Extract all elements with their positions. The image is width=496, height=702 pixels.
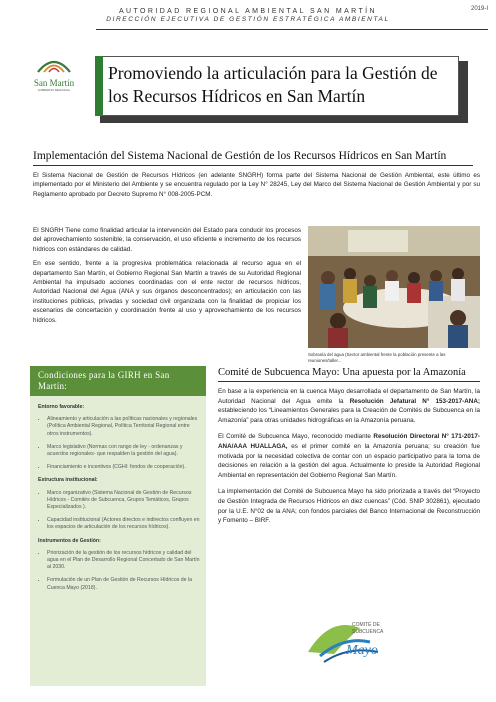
enabling-list: [38, 416, 202, 471]
section2-p1-rest: estableciendo los “Lineamientos Generales para la Creación de Comités de Subcuenca en la Amazonía” para otras unidades hidrográficas en la Amazonía peruana.: [218, 407, 480, 424]
photo-caption: Sobranía del agua (Sector ambiental frente la población presente a las reuniones/taller...: [308, 352, 446, 363]
section1-heading: Implementación del Sistema Nacional de Gestión de los Recursos Hídricos en San Martín: [33, 150, 447, 162]
page-title: Promoviendo la articulación para la Gestión de los Recursos Hídricos en San Martín: [108, 63, 438, 106]
header-rule: [96, 29, 488, 30]
comite-subcuenca-logo: [300, 606, 400, 674]
section2-paragraph-1: [218, 387, 480, 425]
institutional-list: [38, 490, 202, 532]
section2-body: [218, 387, 480, 533]
institutional-label: Estructura institucional:: [38, 477, 98, 484]
logo-subtitle: GOBIERNO REGIONAL: [37, 88, 71, 92]
management-label: Instrumentos de Gestión:: [38, 537, 101, 544]
section2-p2-text: El Comité de Subcuenca Mayo, reconocido mediante: [218, 433, 374, 441]
list-item: • Marco organizativo (Sistema Nacional de Gestión de Recursos Hídricos - Comités de Subcuenca, Grupos Temáticos, Grupos Especializados ).: [47, 490, 202, 512]
section1-body: [33, 226, 301, 325]
list-item: • Financiamiento e incentivos (CGHI: fondos de cooperación).: [47, 464, 202, 471]
org-name: AUTORIDAD REGIONAL AMBIENTAL SAN MARTÍN: [118, 8, 377, 15]
comite-name: Mayo: [346, 643, 378, 658]
section2-p2-rest: es el primer comité en la Amazonía peruana; su creación fue motivada por la necesidad colectiva de contar con un espacio participativo para la toma de decisiones en relación a la gestión del agua. Actualmente lo preside la Autoridad Regional Ambiental en representación del Gobierno Regional San Martín.: [218, 442, 480, 479]
list-item: • Capacidad institucional (Actores directos e indirectos confluyen en los espacios de articulación de los recursos hídricos).: [47, 517, 202, 531]
regional-government-logo: [30, 54, 78, 92]
section1-paragraph-3: En ese sentido, frente a la progresiva problemática relacionada al recurso agua en el departamento San Martín, el Gobierno Regional San Martín a través de su Autoridad Regional Ambiental ha impulsado acciones coordinadas con el ente rector de recursos hídricos, Autoridad Nacional del Agua (ANA y sus órganos desconcentrados); en articulación con las instituciones públicas, privadas y sociedad civil organizada con la finalidad de propiciar los escenarios de concertación y coordinación frente al uso y aprovechamiento de los recursos hídricos.: [33, 260, 301, 324]
logo-name: San Martín: [33, 78, 75, 88]
list-item: • Formulación de un Plan de Gestión de Recursos Hídricos de la Cuenca Mayo (2018).: [47, 577, 202, 591]
list-item: • Alineamiento y articulación a las políticas nacionales y regionales (Política Ambiental Regional, Política Territorial Regional entre otros instrumentos).: [47, 416, 202, 438]
list-item: • Marco legislativo (Normas con rango de ley - ordenanzas y acuerdos regionales- que respalden la gestión del agua).: [47, 444, 202, 458]
meeting-photo: [308, 226, 480, 348]
enabling-label: Entorno favorable:: [38, 404, 85, 410]
org-directorate: DIRECCIÓN EJECUTIVA DE GESTIÓN ESTRATÉGICA AMBIENTAL: [106, 16, 390, 23]
sidebar-body: [38, 400, 202, 598]
section2-p2-resolution: Resolución Directoral N° 171-2017-ANA/AAA HUALLAGA,: [218, 433, 480, 450]
sanmartin-emblem-icon: [34, 54, 74, 76]
section1-p1-text: El Sistema Nacional de Gestión de Recursos Hídricos (en adelante SNGRH) forma parte del Sistema Nacional de Gestión Ambiental, este último es implementado por el Ministerio del Ambiente y se encuentra regulado por la: [33, 172, 480, 189]
section2-p1-resolution: Resolución Jefatural N° 153-2017-ANA;: [349, 397, 480, 405]
issue-year: 2019-I: [470, 6, 488, 12]
section2-p1-text: En base a la experiencia en la cuenca Mayo desarrollada el departamento de San Martín, la Autoridad Nacional del Agua emite la: [218, 388, 480, 405]
comite-line2: SUBCUENCA: [352, 629, 384, 635]
section2-heading: Comité de Subcuenca Mayo: Una apuesta por la Amazonía: [218, 367, 466, 378]
section2-rule: [218, 381, 480, 382]
section1-rule: [33, 165, 473, 166]
management-list: [38, 550, 202, 592]
sidebar-title: Condiciones para la GIRH en San Martín:: [30, 366, 206, 396]
section2-paragraph-3: La implementación del Comité de Subcuenca Mayo ha sido priorizada a través del “Proyecto de Gestión Integrada de Recursos Hídricos en diez cuencas” (Cód. SNIP 302861), ejecutado por la U.E. N°02 de la ANA; con fondos parciales del Banco Internacional de Reconstrucción y Fomento – BIRF.: [218, 488, 480, 525]
comite-line1: COMITÉ DE: [352, 622, 380, 628]
section1-p1-law: Ley N° 28245, Ley del Marco del Sistema Nacional de Gestión Ambiental y por su Reglamento aprobado por Decreto Supremo N° 008-2005-PCM.: [33, 181, 480, 198]
section1-paragraph-1: [33, 171, 480, 199]
title-accent-bar: [95, 56, 103, 116]
list-item: • Priorización de la gestión de los recursos hídricos y calidad del agua en el Plan de Desarrollo Regional Concertado de San Martín al 2030.: [47, 550, 202, 572]
section1-paragraph-2: El SNGRH Tiene como finalidad articular la intervención del Estado para conducir los procesos del aprovechamiento sostenible, la conservación, el uso eficiente e incremento de los recursos hídricos con estándares de calidad.: [33, 227, 301, 253]
section1-intro: [33, 171, 480, 199]
section2-paragraph-2: [218, 432, 480, 480]
